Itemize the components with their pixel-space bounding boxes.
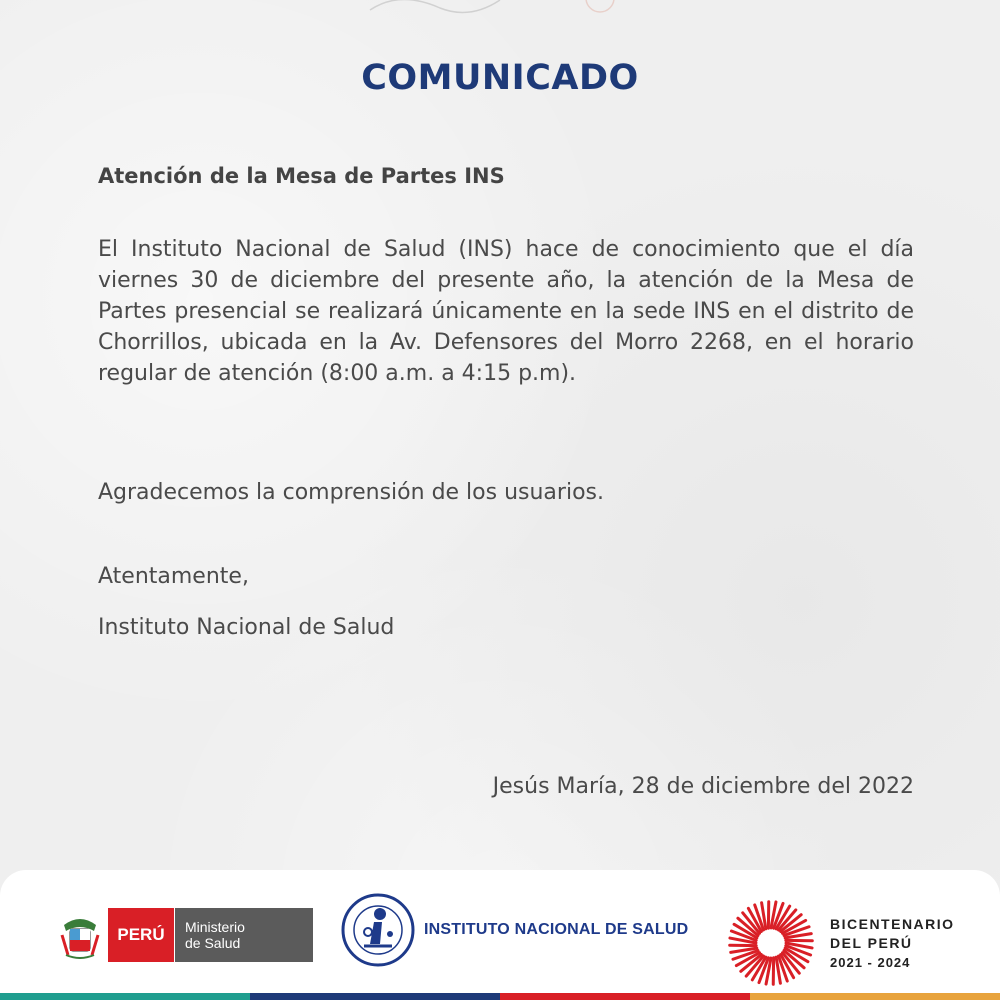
footer-stripe-3 bbox=[500, 993, 750, 1000]
footer-logo-bar bbox=[0, 870, 1000, 1000]
notice-title: COMUNICADO bbox=[361, 58, 639, 98]
ministerio-line1: Ministerio bbox=[185, 919, 245, 935]
footer-stripe-2 bbox=[250, 993, 500, 1000]
bicentenario-line1: BICENTENARIO bbox=[830, 915, 955, 932]
notice-body: El Instituto Nacional de Salud (INS) hace de conocimiento que el día viernes 30 de diciembre del presente año, la atención de la Mesa de Partes presencial se realizará únicamente en la sede INS en el distrito de Chorrillos, ubicada en la Av. Defensores del Morro 2268, en el horario regular de atención (8:00 a.m. a 4:15 p.m). bbox=[98, 237, 914, 386]
notice-closing: Atentamente, bbox=[98, 564, 249, 589]
ministerio-line2: de Salud bbox=[185, 935, 241, 951]
decorative-top-ornament bbox=[360, 0, 660, 20]
ins-logo bbox=[340, 892, 688, 968]
bicentenario-burst-icon bbox=[724, 896, 818, 990]
peru-label: PERÚ bbox=[108, 908, 174, 962]
bicentenario-text bbox=[830, 915, 955, 972]
notice-subtitle: Atención de la Mesa de Partes INS bbox=[98, 164, 505, 188]
bicentenario-line2: DEL PERÚ bbox=[830, 934, 913, 951]
footer-stripe-4 bbox=[750, 993, 1000, 1000]
bicentenario-years: 2021 - 2024 bbox=[830, 954, 911, 970]
ins-name: INSTITUTO NACIONAL DE SALUD bbox=[424, 921, 689, 938]
notice-date: Jesús María, 28 de diciembre del 2022 bbox=[492, 774, 914, 799]
peru-coat-of-arms-icon bbox=[58, 911, 102, 959]
ins-seal-icon bbox=[340, 892, 416, 968]
ministerio-label bbox=[174, 908, 313, 962]
notice-thanks: Agradecemos la comprensión de los usuarios. bbox=[98, 480, 604, 505]
notice-signature: Instituto Nacional de Salud bbox=[98, 615, 395, 640]
ministerio-salud-logo bbox=[58, 908, 313, 962]
footer-stripe-1 bbox=[0, 993, 250, 1000]
bicentenario-logo bbox=[724, 896, 955, 990]
